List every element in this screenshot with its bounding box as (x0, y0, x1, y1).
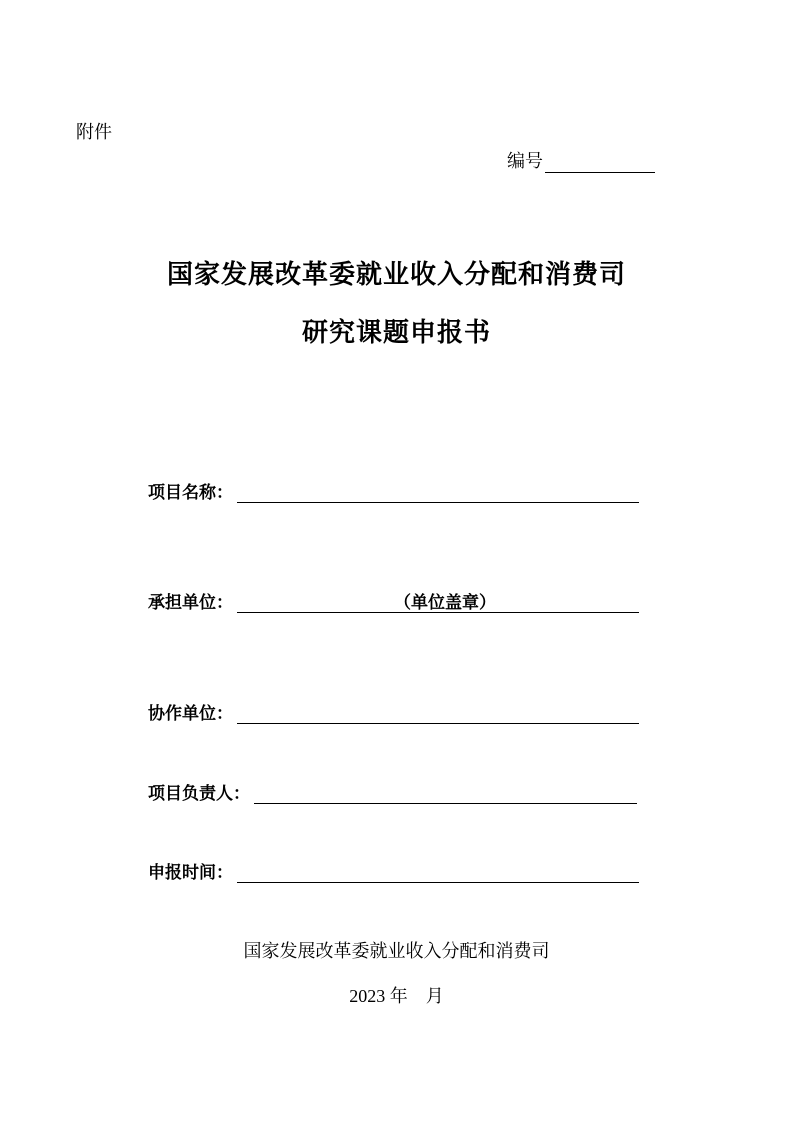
footer-organization: 国家发展改革委就业收入分配和消费司 (243, 941, 550, 962)
project-name-input[interactable] (237, 480, 639, 503)
unit-seal-hint: （单位盖章） (394, 593, 496, 613)
serial-number-label: 编号 (507, 151, 543, 172)
serial-number-input[interactable] (545, 152, 655, 173)
field-label: 协作单位： (148, 704, 233, 724)
field-label: 申报时间： (148, 863, 233, 883)
cooperating-unit-input[interactable] (237, 701, 639, 724)
cooperating-unit-field (148, 699, 639, 724)
attachment-label: 附件 (76, 122, 112, 143)
project-leader-field (148, 779, 637, 804)
application-date-field (148, 858, 639, 883)
project-leader-input[interactable] (254, 781, 637, 804)
project-name-field (148, 478, 639, 503)
undertaking-unit-field (148, 588, 639, 613)
undertaking-unit-input[interactable] (237, 590, 639, 613)
footer-date: 2023 年 月 (349, 986, 444, 1006)
serial-number-field (507, 147, 655, 173)
field-label: 项目负责人： (148, 784, 250, 804)
application-date-input[interactable] (237, 860, 639, 883)
field-label: 项目名称： (148, 483, 233, 503)
field-label: 承担单位： (148, 593, 233, 613)
document-title-line1: 国家发展改革委就业收入分配和消费司 (166, 260, 626, 290)
document-title-line2: 研究课题申报书 (301, 318, 491, 348)
